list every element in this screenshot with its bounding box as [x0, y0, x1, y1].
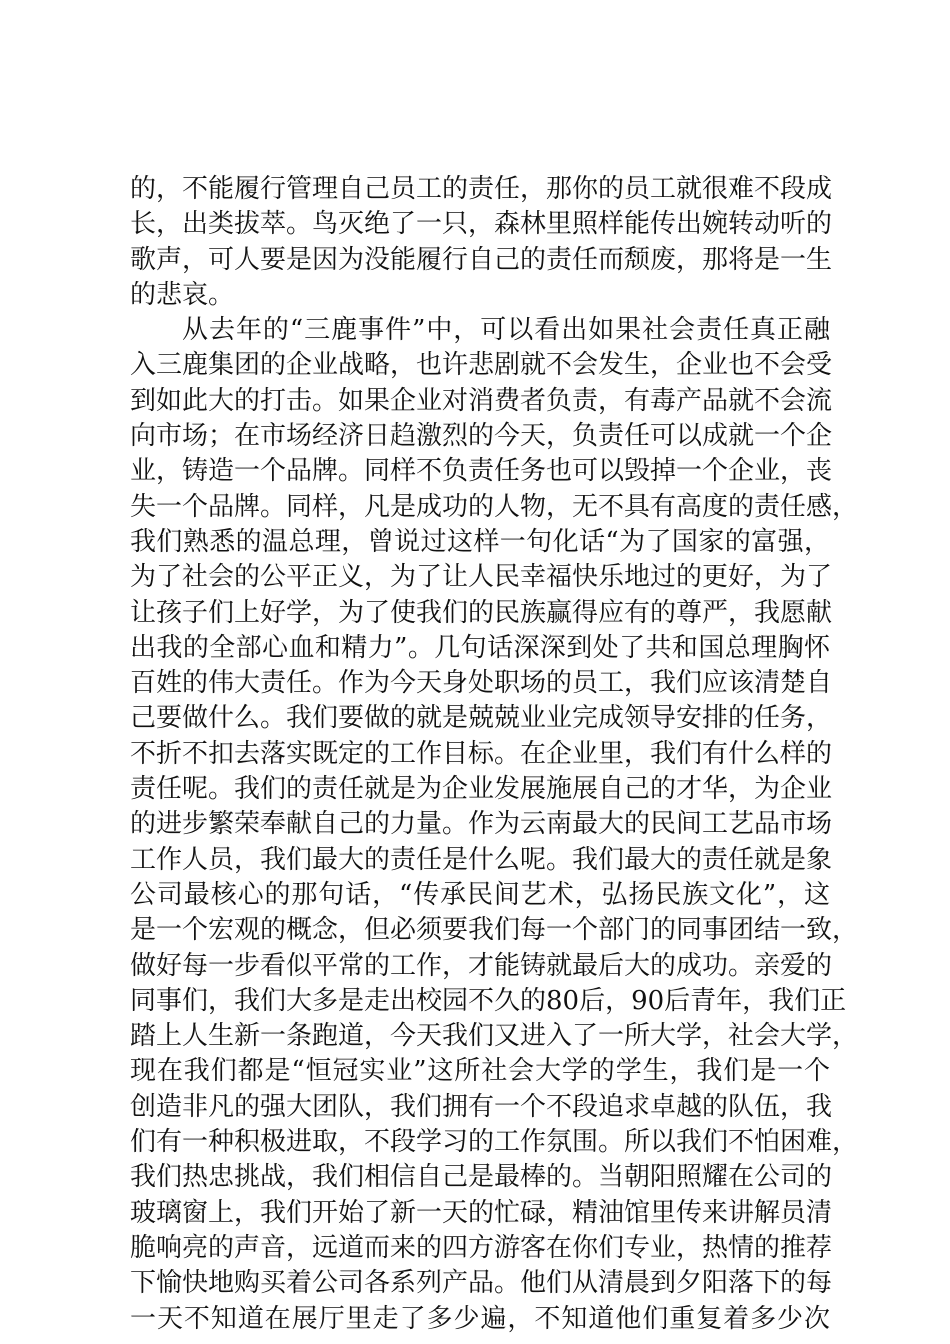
text-line: 的悲哀。	[130, 279, 235, 310]
text-line: 让孩子们上好学，为了使我们的民族赢得应有的尊严，我愿献	[130, 597, 833, 628]
text-line: 失一个品牌。同样，凡是成功的人物，无不具有高度的责任感，	[130, 491, 859, 522]
text-line: 出我的全部心血和精力”。几句话深深到处了共和国总理胸怀	[130, 632, 830, 663]
text-line: 己要做什么。我们要做的就是兢兢业业完成领导安排的任务，	[130, 703, 833, 734]
text-line: 的进步繁荣奉献自己的力量。作为云南最大的民间工艺品市场	[130, 809, 833, 840]
text-line: 业，铸造一个品牌。同样不负责任务也可以毁掉一个企业，丧	[130, 456, 833, 487]
text-line: 创造非凡的强大团队，我们拥有一个不段追求卓越的队伍，我	[130, 1091, 833, 1122]
document-body	[130, 172, 859, 1337]
text-line: 百姓的伟大责任。作为今天身处职场的员工，我们应该清楚自	[130, 668, 833, 699]
text-line: 做好每一步看似平常的工作，才能铸就最后大的成功。亲爱的	[130, 950, 833, 981]
text-line: 不折不扣去落实既定的工作目标。在企业里，我们有什么样的	[130, 738, 833, 769]
text-line: 到如此大的打击。如果企业对消费者负责，有毒产品就不会流	[130, 385, 833, 416]
text-line: 入三鹿集团的企业战略，也许悲剧就不会发生，企业也不会受	[130, 350, 833, 381]
text-line: 踏上人生新一条跑道，今天我们又进入了一所大学，社会大学，	[130, 1021, 859, 1052]
text-line: 们有一种积极进取，不段学习的工作氛围。所以我们不怕困难，	[130, 1127, 859, 1158]
text-line: 公司最核心的那句话，“传承民间艺术，弘扬民族文化”，这	[130, 879, 830, 910]
paragraph-first-line: 从去年的“三鹿事件”中，可以看出如果社会责任真正融	[182, 315, 830, 346]
text-line: 长，出类拔萃。鸟灭绝了一只，森林里照样能传出婉转动听的	[130, 209, 833, 240]
text-line: 向市场；在市场经济日趋激烈的今天，负责任可以成就一个企	[130, 421, 833, 452]
text-line: 现在我们都是“恒冠实业”这所社会大学的学生，我们是一个	[130, 1056, 830, 1087]
text-line: 玻璃窗上，我们开始了新一天的忙碌，精油馆里传来讲解员清	[130, 1197, 833, 1228]
text-line: 脆响亮的声音，远道而来的四方游客在你们专业，热情的推荐	[130, 1232, 833, 1263]
text-line: 工作人员，我们最大的责任是什么呢。我们最大的责任就是象	[130, 844, 833, 875]
text-line: 是一个宏观的概念，但必须要我们每一个部门的同事团结一致，	[130, 915, 859, 946]
text-line: 下愉快地购买着公司各系列产品。他们从清晨到夕阳落下的每	[130, 1268, 833, 1299]
text-line: 我们熟悉的温总理，曾说过这样一句化话“为了国家的富强，	[130, 526, 830, 557]
text-line: 歌声，可人要是因为没能履行自己的责任而颓废，那将是一生	[130, 244, 833, 275]
text-line: 责任呢。我们的责任就是为企业发展施展自己的才华，为企业	[130, 774, 833, 805]
text-line: 为了社会的公平正义，为了让人民幸福快乐地过的更好，为了	[130, 562, 833, 593]
text-line: 一天不知道在展厅里走了多少遍，不知道他们重复着多少次	[130, 1303, 830, 1334]
text-line: 我们热忠挑战，我们相信自己是最棒的。当朝阳照耀在公司的	[130, 1162, 833, 1193]
text-line: 同事们，我们大多是走出校园不久的80后，90后青年，我们正	[130, 985, 847, 1016]
text-line: 的，不能履行管理自己员工的责任，那你的员工就很难不段成	[130, 174, 833, 204]
